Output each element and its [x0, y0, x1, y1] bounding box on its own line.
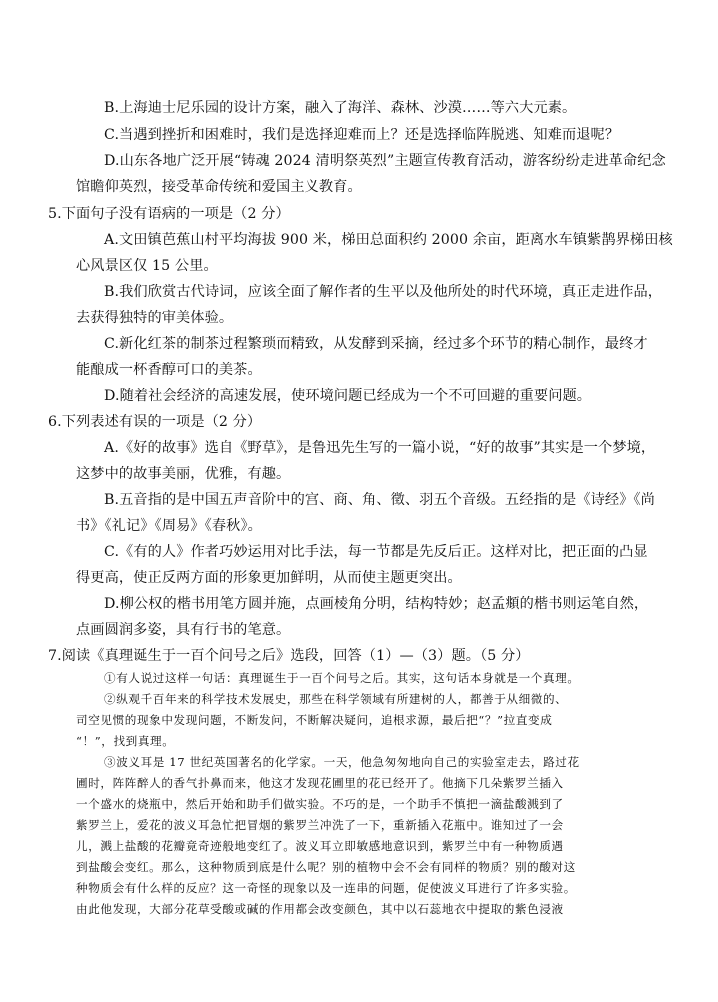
option-a-q5-cont: 心风景区仅 15 公里。	[76, 258, 218, 274]
option-a-q6-cont: 这梦中的故事美丽，优雅，有趣。	[76, 466, 291, 482]
option-b-q5: B.我们欣赏古代诗词，应该全面了解作者的生平以及他所处的时代环境，真正走进作品，	[104, 284, 663, 300]
option-d-q6-cont: 点画圆润多姿，具有行书的笔意。	[76, 622, 291, 638]
passage-paragraph-2: ②纵观千百年来的科学技术发展史，那些在科学领域有所建树的人，都善于从细微的、	[104, 692, 568, 706]
option-b-q6-cont: 书》《礼记》《周易》《春秋》。	[76, 518, 262, 534]
passage-paragraph-3-cont: 紫罗兰上，爱花的波义耳急忙把冒烟的紫罗兰冲洗了一下，重新插入花瓶中。谁知过了一会	[76, 818, 564, 832]
option-b-q6: B.五音指的是中国五声音阶中的宫、商、角、徵、羽五个音级。五经指的是《诗经》《尚	[104, 492, 655, 508]
option-a-q6: A.《好的故事》选自《野草》，是鲁迅先生写的一篇小说，“好的故事”其实是一个梦境，	[104, 440, 656, 456]
option-d-q4: D.山东各地广泛开展“铸魂 2024 清明祭英烈”主题宣传教育活动，游客纷纷走进革命纪念	[104, 153, 666, 169]
option-c-q6: C.《有的人》作者巧妙运用对比手法，每一节都是先反后正。这样对比，把正面的凸显	[104, 544, 648, 560]
question-5-stem: 5.下面句子没有语病的一项是（2 分）	[48, 206, 290, 222]
option-d-q5: D.随着社会经济的高速发展，使环境问题已经成为一个不可回避的重要问题。	[104, 388, 592, 404]
passage-paragraph-3-cont: 一个盛水的烧瓶中，然后开始和助手们做实验。不巧的是，一个助手不慎把一滴盐酸溅到了	[76, 797, 564, 811]
passage-paragraph-1: ①有人说过这样一句话：真理诞生于一百个问号之后。其实，这句话本身就是一个真理。	[104, 671, 580, 685]
passage-paragraph-3-cont: 到盐酸会变红。那么，这种物质到底是什么呢？别的植物中会不会有同样的物质？别的酸对这	[76, 860, 576, 874]
question-6-stem: 6.下列表述有误的一项是（2 分）	[48, 414, 262, 430]
passage-paragraph-2-cont: 司空见惯的现象中发现问题，不断发问，不断解决疑问，追根求源，最后把“？”拉直变成	[76, 713, 553, 727]
option-c-q5: C.新化红茶的制茶过程繁琐而精致，从发酵到采摘，经过多个环节的精心制作，最终才	[104, 336, 648, 352]
option-d-q6: D.柳公权的楷书用笔方圆并施，点画棱角分明，结构特妙；赵孟頫的楷书则运笔自然，	[104, 596, 649, 612]
option-d-q4-cont: 馆瞻仰英烈，接受革命传统和爱国主义教育。	[76, 179, 362, 195]
passage-paragraph-2-cont: “！”，找到真理。	[76, 734, 175, 748]
option-b-q5-cont: 去获得独特的审美体验。	[76, 310, 234, 326]
option-c-q6-cont: 得更高，使正反两方面的形象更加鲜明，从而使主题更突出。	[76, 570, 462, 586]
option-a-q5: A.文田镇芭蕉山村平均海拔 900 米，梯田总面积约 2000 余亩，距离水车镇紫鹊界梯田核	[104, 232, 673, 248]
passage-paragraph-3-cont: 圃时，阵阵醉人的香气扑鼻而来，他这才发现花圃里的花已经开了。他摘下几朵紫罗兰插入	[76, 776, 564, 790]
passage-paragraph-3-cont: 儿，溅上盐酸的花瓣竟奇迹般地变红了。波义耳立即敏感地意识到，紫罗兰中有一种物质遇	[76, 839, 564, 853]
passage-paragraph-3-cont: 种物质会有什么样的反应？这一奇怪的现象以及一连串的问题，促使波义耳进行了许多实验。	[76, 881, 576, 895]
option-c-q5-cont: 能酿成一杯香醇可口的美茶。	[76, 362, 262, 378]
passage-paragraph-3-cont: 由此他发现，大部分花草受酸或碱的作用都会改变颜色，其中以石蕊地衣中提取的紫色浸液	[76, 902, 564, 916]
option-b-q4: B.上海迪士尼乐园的设计方案，融入了海洋、森林、沙漠……等六大元素。	[104, 100, 577, 116]
question-7-stem: 7.阅读《真理诞生于一百个问号之后》选段，回答（1）—（3）题。（5 分）	[48, 648, 530, 664]
option-c-q4: C.当遇到挫折和困难时，我们是选择迎难而上？还是选择临阵脱逃、知难而退呢？	[104, 127, 620, 143]
passage-paragraph-3: ③波义耳是 17 世纪英国著名的化学家。一天，他急匆匆地向自己的实验室走去，路过花	[104, 755, 580, 769]
